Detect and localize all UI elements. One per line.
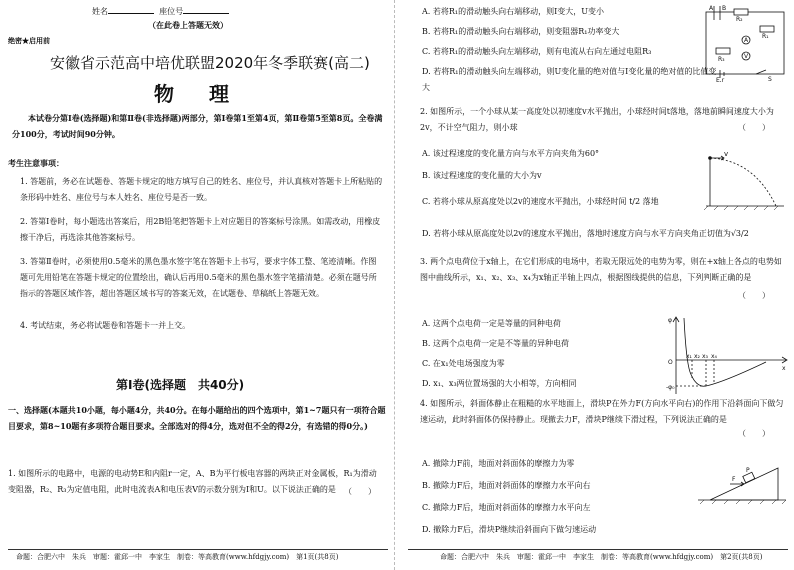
q3-fig-label-x1: x₁ xyxy=(686,353,692,360)
seat-blank xyxy=(183,5,229,14)
q4-stem: 4. 如图所示，斜面体静止在粗糙的水平地面上，滑块P在外力F(方向水平向右)的作用下沿斜面向下做匀速运动，此时斜面体仍保持静止。现撤去力F，滑块P继续下滑过程，下列说法正确的是 xyxy=(420,399,784,424)
note-2: 2. 答第Ⅰ卷时，每小题选出答案后，用2B铅笔把答题卡上对应题目的答案标号涂黑。如需改动，用橡皮擦干净后，再选涂其他答案标号。 xyxy=(20,217,381,242)
note-1: 1. 答题前，务必在试题卷、答题卡规定的地方填写自己的姓名、座位号，并认真核对答题卡上所粘贴的条形码中姓名、座位号与本人姓名、座位号是否一致。 xyxy=(20,177,383,202)
q1-option-a: A. 若将R₁的滑动触头向右端移动，则I变大，U变小 xyxy=(422,7,604,16)
q3-fig-label-phi: φ xyxy=(668,317,672,324)
q1-fig-label-a: A xyxy=(709,5,714,12)
q3-paren: （ ） xyxy=(738,291,770,300)
q1-fig-label-r2: R₂ xyxy=(736,16,743,23)
subject-title: 物 理 xyxy=(154,82,243,106)
name-label: 姓名 xyxy=(92,7,108,16)
footer-right: 命题：合肥六中 朱兵 审题：霍邱一中 李家生 制卷：等高教育(www.hfdgjy.com) 第2页(共8页) xyxy=(440,553,763,561)
seat-label: 座位号 xyxy=(159,7,184,16)
q4-option-d: D. 撤除力F后，滑块P继续沿斜面向下做匀速运动 xyxy=(422,525,597,534)
q3-option-d: D. x₁、x₃两位置场强的大小相等，方向相同 xyxy=(422,379,577,388)
q2-option-c: C. 若将小球从原高度处以2v的速度水平抛出，小球经时间 t/2 落地 xyxy=(422,197,659,206)
q3-fig-label-x4: x₄ xyxy=(711,353,717,360)
q2-stem: 2. 如图所示，一个小球从某一高度处以初速度v水平抛出，小球经时间t落地，落地前瞬间速度大小为2v，不计空气阻力，则小球 xyxy=(420,107,774,132)
q4-incline-figure xyxy=(696,462,788,506)
q1-fig-label-ammeter: A xyxy=(744,37,749,44)
q3-potential-figure xyxy=(666,314,790,396)
q3-fig-label-x: x xyxy=(782,365,786,372)
q4-paren: （ ） xyxy=(738,429,770,438)
q2-fig-label-v: v xyxy=(724,150,729,158)
q3-fig-label-x3: x₃ xyxy=(702,353,708,360)
q3-option-a: A. 这两个点电荷一定是等量的同种电荷 xyxy=(422,319,561,328)
name-field xyxy=(92,5,229,17)
q1-fig-label-source: E,r xyxy=(716,77,725,82)
q3-fig-label-origin: O xyxy=(668,359,673,366)
page-2 xyxy=(400,0,794,570)
q1-fig-label-b: B xyxy=(722,5,727,12)
footer-rule-right xyxy=(408,549,788,550)
note-4: 4. 考试结束，务必将试题卷和答题卡一并上交。 xyxy=(20,321,191,330)
q4-fig-label-p: P xyxy=(746,467,750,474)
secret-mark: 绝密★启用前 xyxy=(8,36,50,45)
q4-option-b: B. 撤除力F后，地面对斜面体的摩擦力水平向右 xyxy=(422,481,591,490)
section-instructions: 一、选择题(本题共10小题，每小题4分，共40分。在每小题给出的四个选项中，第1~7题只有一项符合题目要求，第8~10题有多项符合题目要求。全部选对的得4分，选对但不全的得2分，有选错的得0分。) xyxy=(8,405,386,431)
q1-fig-label-voltmeter: V xyxy=(744,53,749,60)
q1-fig-label-switch: S xyxy=(768,76,772,82)
q2-paren: （ ） xyxy=(738,123,770,132)
note-3: 3. 答第Ⅱ卷时，必须使用0.5毫米的黑色墨水签字笔在答题卡上书写，要求字体工整、笔迹清晰。作图题可先用铅笔在答题卡规定的位置绘出，确认后再用0.5毫米的黑色墨水签字笔描清楚。必须在题号所指示的答题区域作答，超出答题区域书写的答案无效，在试题卷、草稿纸上答题无效。 xyxy=(20,257,377,298)
intro: 本试卷分第Ⅰ卷(选择题)和第Ⅱ卷(非选择题)两部分，第Ⅰ卷第1至第4页，第Ⅱ卷第5至第8页。全卷满分100分，考试时间90分钟。 xyxy=(12,113,383,139)
q2-option-b: B. 该过程速度的变化量的大小为v xyxy=(422,171,542,180)
q1-stem: 1. 如图所示的电路中，电源的电动势E和内阻r一定，A、B为平行板电容器的两块正对金属板，R₁为滑动变阻器，R₂、R₃为定值电阻，此时电流表A和电压表V的示数分别为I和U。以下说法正确的是 xyxy=(8,469,377,494)
q4-option-a: A. 撤除力F前，地面对斜面体的摩擦力为零 xyxy=(422,459,575,468)
q2-option-d: D. 若将小球从原高度处以2v的速度水平抛出，落地时速度方向与水平方向夹角正切值为√3/2 xyxy=(422,229,749,238)
q2-option-a: A. 该过程速度的变化量方向与水平方向夹角为60° xyxy=(422,149,600,158)
q3-fig-label-x2: x₂ xyxy=(694,353,700,360)
notice: （在此卷上答题无效） xyxy=(148,20,228,30)
q4-fig-label-f: F xyxy=(732,476,736,483)
q1-option-b: B. 若将R₁的滑动触头向右端移动，则变阻器R₁功率变大 xyxy=(422,27,620,36)
footer-left: 命题：合肥六中 朱兵 审题：霍邱一中 李家生 制卷：等高教育(www.hfdgjy.com) 第1页(共8页) xyxy=(16,553,339,561)
q1-option-d: D. 若将R₁的滑动触头向左端移动，则U变化量的绝对值与I变化量的绝对值的比值变大 xyxy=(422,67,717,92)
exam-title: 安徽省示范高中培优联盟2020年冬季联赛(高二) xyxy=(50,54,370,72)
q2-projectile-figure xyxy=(704,148,786,210)
footer-rule xyxy=(8,549,388,550)
q1-circuit-figure xyxy=(700,4,790,82)
q1-fig-label-r3: R₃ xyxy=(718,56,725,63)
q1-option-c: C. 若将R₁的滑动触头向左端移动，则有电流从右向左通过电阻R₃ xyxy=(422,47,652,56)
q3-stem: 3. 两个点电荷位于x轴上，在它们形成的电场中，若取无限远处的电势为零，则在+x轴上各点的电势如图中曲线所示，x₁、x₂、x₃、x₄为x轴正半轴上四点，根据图线提供的信息，下列判断正确的是 xyxy=(420,257,782,282)
q3-fig-label-phi0: -φ₀ xyxy=(666,384,675,391)
section-title: 第Ⅰ卷(选择题 共40分) xyxy=(116,378,245,392)
q1-paren: （ ） xyxy=(344,487,376,496)
q1-fig-label-r1: R₁ xyxy=(762,33,769,40)
name-blank xyxy=(108,5,154,14)
q4-option-c: C. 撤除力F后，地面对斜面体的摩擦力水平向左 xyxy=(422,503,591,512)
notes-heading: 考生注意事项： xyxy=(8,158,64,168)
page-1 xyxy=(0,0,390,570)
page-gutter xyxy=(394,0,395,570)
q3-option-c: C. 在x₁处电场强度为零 xyxy=(422,359,505,368)
q3-option-b: B. 这两个点电荷一定是不等量的异种电荷 xyxy=(422,339,569,348)
